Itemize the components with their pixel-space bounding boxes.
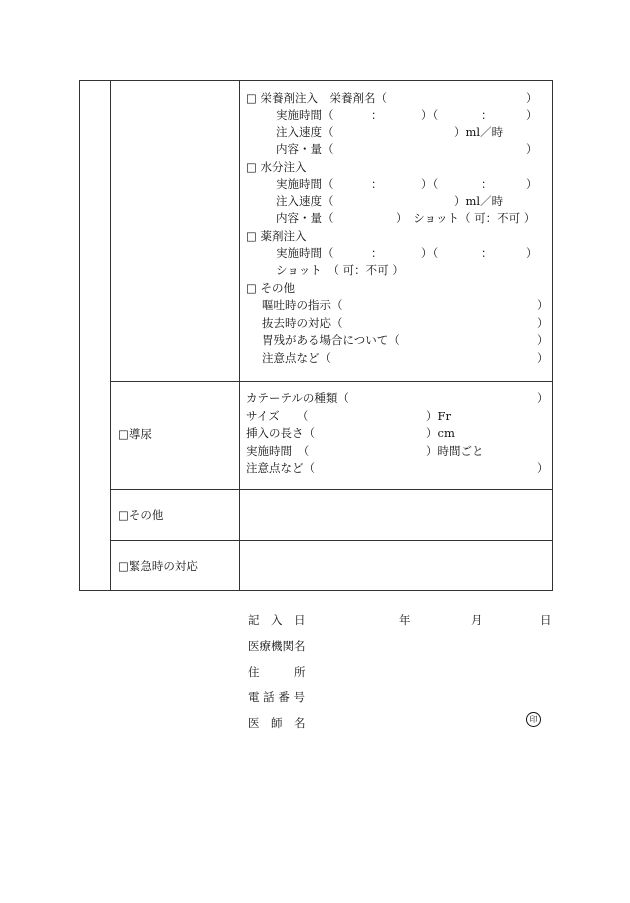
size-unit: ）Fr [426, 409, 451, 423]
doctor-label: 医 師 名 [248, 716, 306, 730]
emergency-section-label: □緊急時の対応 [118, 559, 198, 573]
drug-injection-line: □ 薬剤注入 [246, 229, 307, 243]
catheter-size-label: サイズ （ [246, 409, 309, 423]
table-row-divider [110, 489, 552, 490]
paren-close: ） [537, 351, 549, 365]
entry-date-label: 記 入 日 [248, 613, 306, 627]
length-unit: ）cm [426, 426, 455, 440]
other-line: □ その他 [246, 281, 296, 295]
day-label: 日 [540, 613, 552, 627]
paren-close: ） [537, 461, 549, 475]
paren-mid: ）（ [421, 177, 439, 191]
vomit-instruction-label: 嘔吐時の指示（ [262, 298, 343, 312]
paren-close: ） [526, 177, 538, 191]
gastric-residual-label: 胃残がある場合について（ [262, 333, 400, 347]
drug-time-label: 実施時間（ [276, 246, 334, 260]
colon: ： [371, 108, 383, 122]
colon: ： [481, 108, 493, 122]
paren-close: ） [526, 142, 538, 156]
paren-close: ） [537, 316, 549, 330]
seal-icon: 印 [526, 712, 541, 727]
paren-close: ） [526, 108, 538, 122]
nutrition-volume-label: 内容・量（ [276, 142, 334, 156]
nutrition-injection-line: □ 栄養剤注入 栄養剤名（ [246, 91, 388, 105]
address-label: 住 所 [248, 665, 306, 679]
catheter-label: □導尿 [118, 427, 152, 441]
colon: ： [371, 246, 383, 260]
water-injection-line: □ 水分注入 [246, 160, 307, 174]
table-column-divider [110, 81, 111, 590]
paren-close: ） [526, 246, 538, 260]
notes-label: 注意点など（ [262, 351, 331, 365]
colon: ： [371, 177, 383, 191]
rate-unit: ）ml／時 [454, 125, 504, 139]
institution-label: 医療機関名 [248, 639, 306, 653]
colon: ： [481, 246, 493, 260]
table-row-divider [110, 381, 552, 382]
colon: ： [481, 177, 493, 191]
water-volume-label: 内容・量（ [276, 211, 334, 225]
water-rate-label: 注入速度（ [276, 194, 334, 208]
paren-mid: ）（ [421, 108, 439, 122]
catheter-time-label: 実施時間 （ [246, 444, 310, 458]
other-section-label: □その他 [118, 508, 164, 522]
paren-close: ） [537, 333, 549, 347]
phone-label: 電 話 番 号 [248, 690, 305, 704]
time-unit: ）時間ごと [426, 444, 484, 458]
rate-unit: ）ml／時 [454, 194, 504, 208]
catheter-notes-label: 注意点など（ [246, 461, 315, 475]
nutrition-rate-label: 注入速度（ [276, 125, 334, 139]
paren-close: ） [526, 91, 538, 105]
nutrition-time-label: 実施時間（ [276, 108, 334, 122]
table-column-divider [239, 81, 240, 590]
drug-shot-line: ショット （ 可：不可 ） [276, 263, 404, 277]
month-label: 月 [471, 613, 483, 627]
paren-close: ） [537, 298, 549, 312]
year-label: 年 [399, 613, 411, 627]
catheter-type-label: カテーテルの種類（ [246, 391, 349, 405]
table-row-divider [110, 540, 552, 541]
paren-close: ） [537, 391, 549, 405]
shot-option: ） ショット（ 可：不可 ） [396, 211, 536, 225]
paren-mid: ）（ [421, 246, 439, 260]
insertion-length-label: 挿入の長さ（ [246, 426, 315, 440]
removal-response-label: 抜去時の対応（ [262, 316, 343, 330]
water-time-label: 実施時間（ [276, 177, 334, 191]
